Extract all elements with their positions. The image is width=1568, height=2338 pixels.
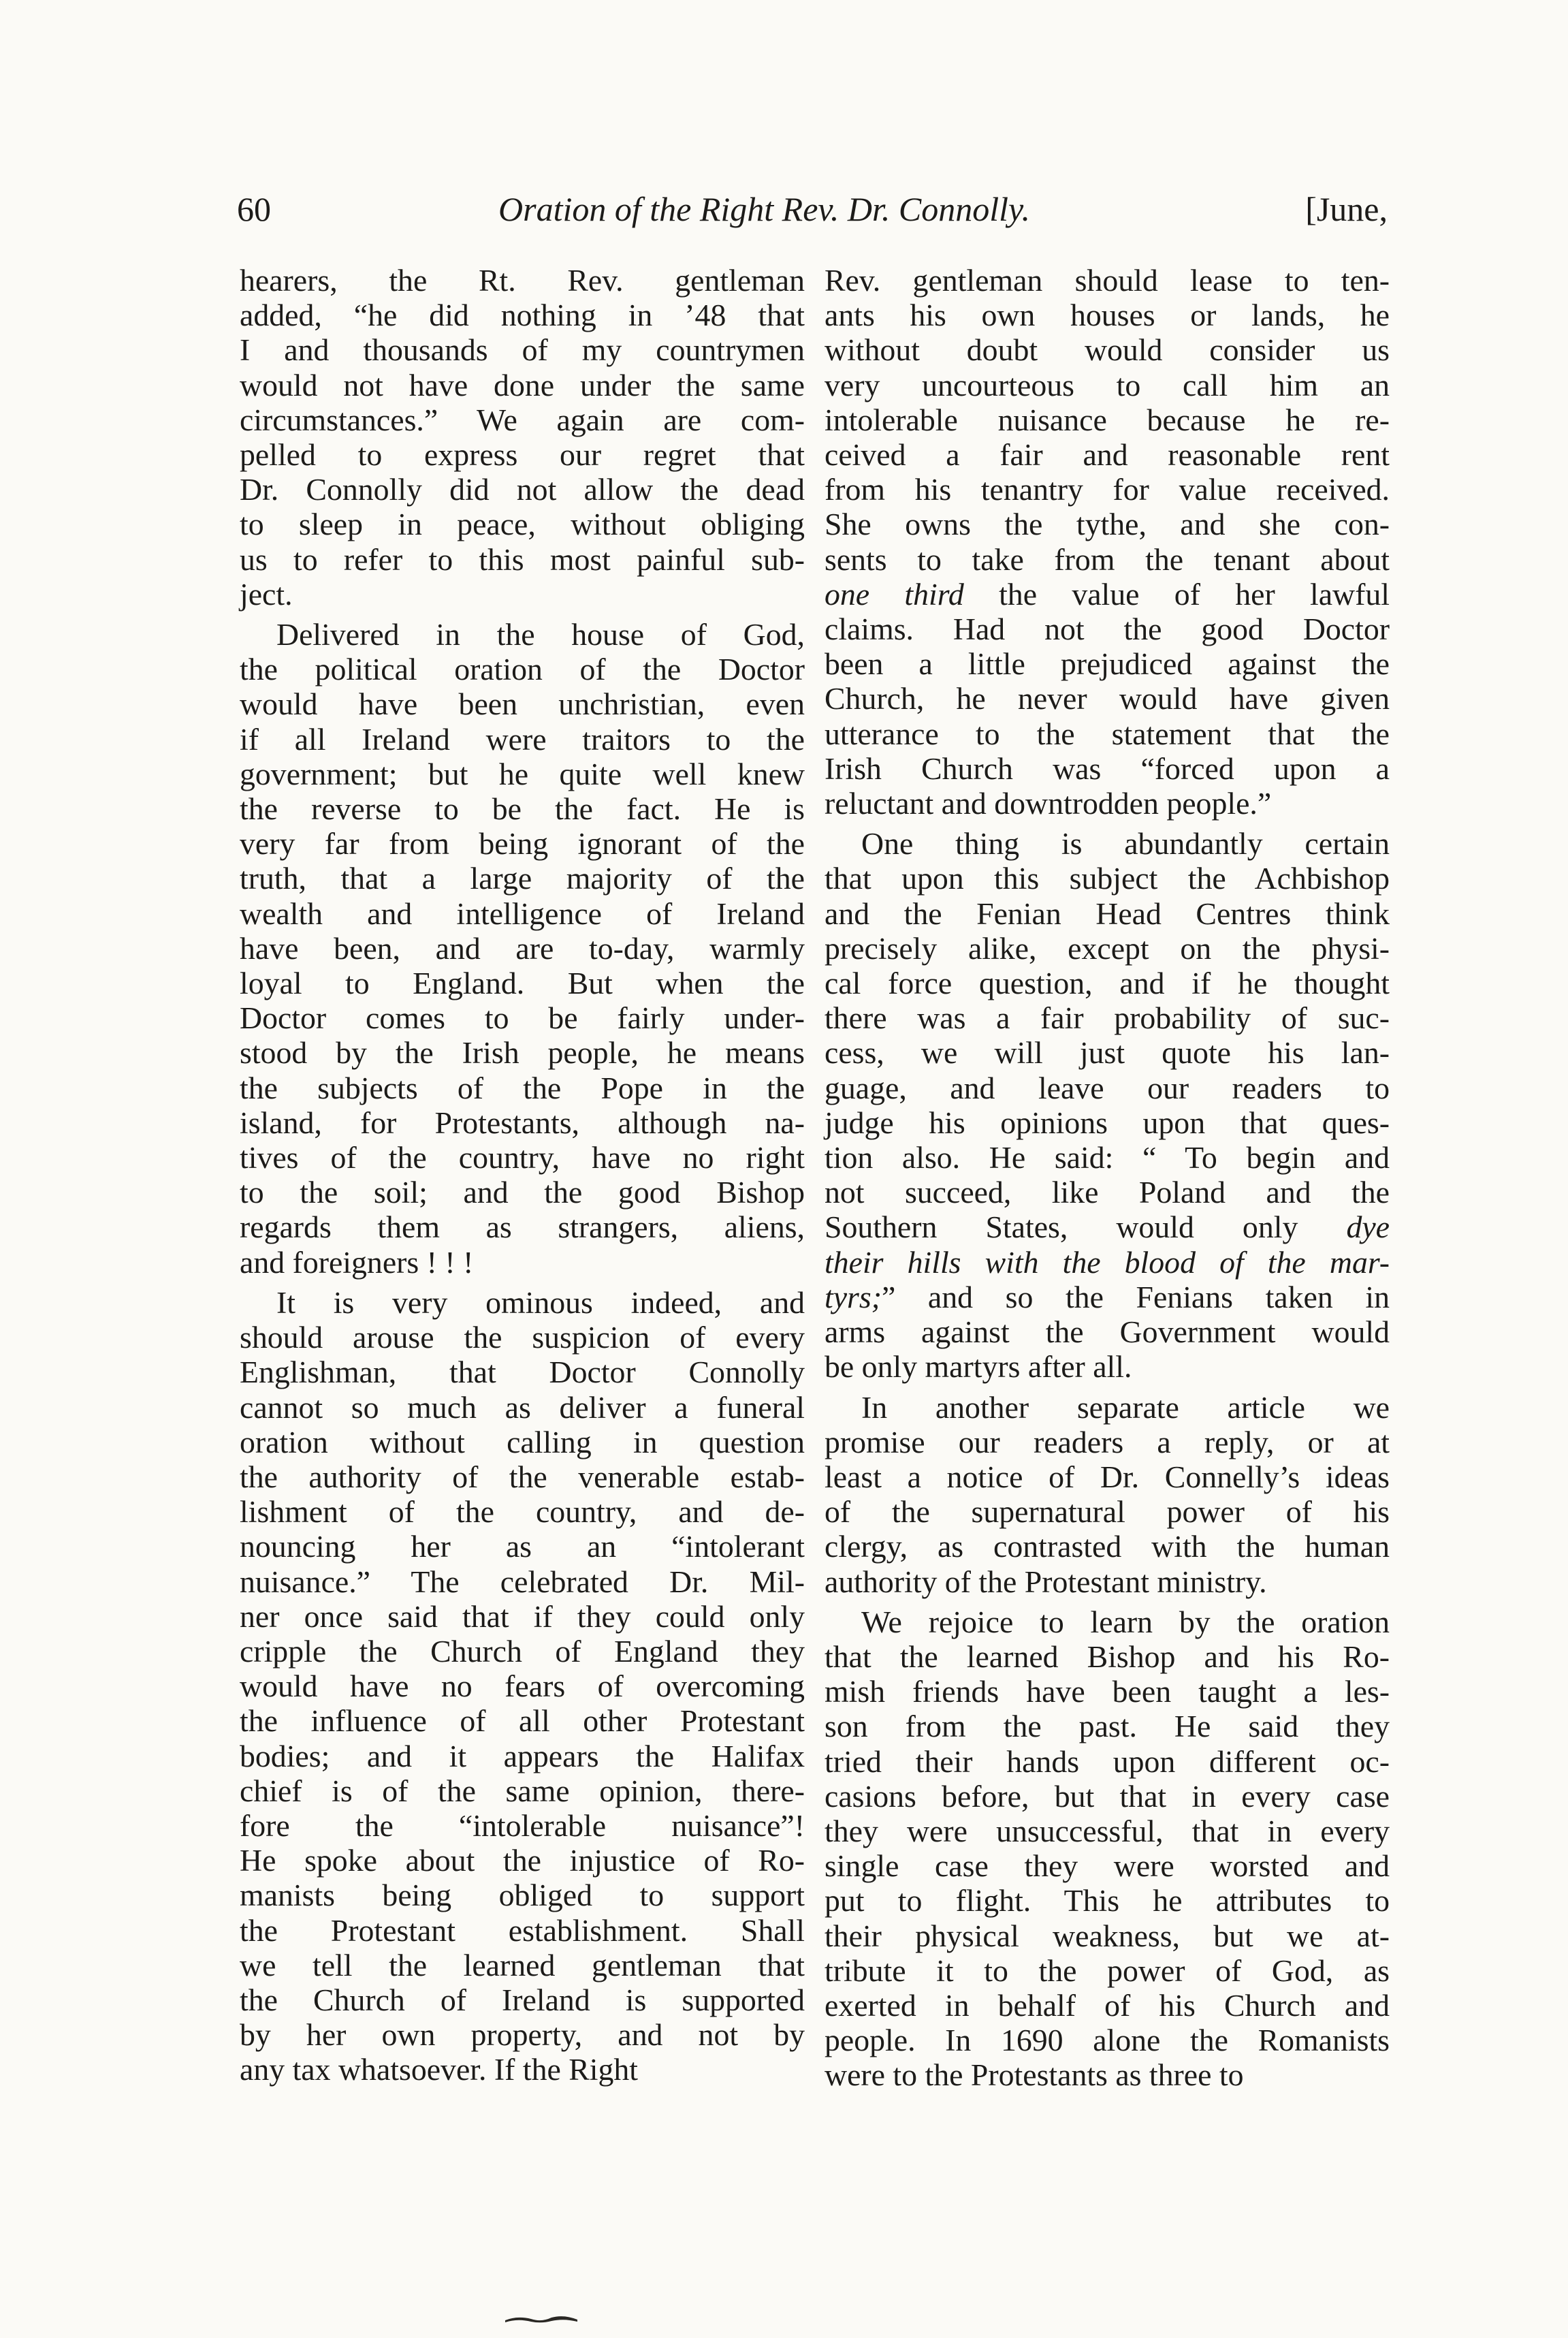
text-line: cal force question, and if he thought xyxy=(825,966,1390,1001)
text-line: be only martyrs after all. xyxy=(825,1349,1132,1385)
text-line: would not have done under the same xyxy=(240,367,805,402)
text-line: Irish Church was “forced upon a xyxy=(825,751,1390,786)
text-line: exerted in behalf of his Church and xyxy=(825,1987,1390,2023)
text-line: the Protestant establishment. Shall xyxy=(240,1912,805,1948)
text-line: Dr. Connolly did not allow the dead xyxy=(240,472,805,507)
text-line: people. In 1690 alone the Romanists xyxy=(825,2023,1390,2058)
page-number: 60 xyxy=(237,190,271,228)
text-line: their hills with the blood of the mar- xyxy=(825,1244,1390,1280)
text-line: Englishman, that Doctor Connolly xyxy=(240,1355,805,1390)
text-line: truth, that a large majority of the xyxy=(240,861,805,896)
text-line: chief is of the same opinion, there- xyxy=(240,1773,805,1808)
text-line: ner once said that if they could only xyxy=(240,1598,805,1634)
text-line: without doubt would consider us xyxy=(825,332,1390,368)
text-line: clergy, as contrasted with the human xyxy=(825,1529,1390,1564)
text-line: the authority of the venerable estab- xyxy=(240,1459,805,1494)
text-line: She owns the tythe, and she con- xyxy=(825,507,1390,542)
text-line: nouncing her as an “intolerant xyxy=(240,1529,805,1564)
text-line: fore the “intolerable nuisance”! xyxy=(240,1807,805,1843)
text-line: pelled to express our regret that xyxy=(240,437,805,473)
text-line: casions before, but that in every case xyxy=(825,1778,1390,1814)
text-line: added, “he did nothing in ’48 that xyxy=(240,298,805,333)
text-line: that upon this subject the Achbishop xyxy=(825,861,1390,896)
text-line: tried their hands upon different oc- xyxy=(825,1743,1390,1779)
text-line: lishment of the country, and de- xyxy=(240,1494,805,1530)
text-line: arms against the Government would xyxy=(825,1314,1390,1350)
text-line: very uncourteous to call him an xyxy=(825,367,1390,402)
text-line: manists being obliged to support xyxy=(240,1878,805,1913)
text-line: claims. Had not the good Doctor xyxy=(825,612,1390,647)
text-line: least a notice of Dr. Connelly’s ideas xyxy=(825,1459,1390,1494)
text-line: stood by the Irish people, he means xyxy=(240,1035,805,1071)
text-line: island, for Protestants, although na- xyxy=(240,1105,805,1140)
text-line: cannot so much as deliver a funeral xyxy=(240,1389,805,1425)
text-line: been a little prejudiced against the xyxy=(825,646,1390,682)
text-line: authority of the Protestant ministry. xyxy=(825,1564,1267,1599)
running-header xyxy=(231,178,1388,240)
text-line: I and thousands of my countrymen xyxy=(240,332,805,368)
text-line: ject. xyxy=(240,576,293,612)
left-paragraph xyxy=(240,263,805,612)
text-line: that the learned Bishop and his Ro- xyxy=(825,1639,1390,1674)
text-line: Church, he never would have given xyxy=(825,681,1390,716)
left-paragraph xyxy=(240,617,805,1280)
text-line: they were unsuccessful, that in every xyxy=(825,1813,1390,1848)
text-line: the influence of all other Protestant xyxy=(240,1703,805,1739)
text-line: the reverse to be the fact. He is xyxy=(240,791,805,827)
text-line: ants his own houses or lands, he xyxy=(825,298,1390,333)
text-line: there was a fair probability of suc- xyxy=(825,1000,1390,1036)
text-line: mish friends have been taught a les- xyxy=(825,1674,1390,1709)
text-line: were to the Protestants as three to xyxy=(825,2057,1244,2093)
text-line: to sleep in peace, without obliging xyxy=(240,507,805,542)
left-column xyxy=(240,263,805,2087)
text-line: Southern States, would only dye xyxy=(825,1210,1390,1245)
text-line: He spoke about the injustice of Ro- xyxy=(240,1843,805,1878)
text-line: ceived a fair and reasonable rent xyxy=(825,437,1390,473)
text-line: hearers, the Rt. Rev. gentleman xyxy=(240,263,805,298)
text-line: by her own property, and not by xyxy=(240,2017,805,2053)
text-line: very far from being ignorant of the xyxy=(240,826,805,862)
text-line: regards them as strangers, aliens, xyxy=(240,1210,805,1245)
text-line: son from the past. He said they xyxy=(825,1709,1390,1744)
text-line: tion also. He said: “ To begin and xyxy=(825,1140,1390,1175)
text-line: cess, we will just quote his lan- xyxy=(825,1035,1390,1071)
text-line: and the Fenian Head Centres think xyxy=(825,896,1390,931)
text-line: if all Ireland were traitors to the xyxy=(240,721,805,757)
text-line: we tell the learned gentleman that xyxy=(240,1947,805,1982)
text-line: cripple the Church of England they xyxy=(240,1633,805,1669)
text-line: any tax whatsoever. If the Right xyxy=(240,2052,639,2087)
right-paragraph xyxy=(825,263,1390,821)
right-paragraph xyxy=(825,1605,1390,2093)
text-line: tribute it to the power of God, as xyxy=(825,1953,1390,1988)
text-line: one third the value of her lawful xyxy=(825,576,1390,612)
text-line: oration without calling in question xyxy=(240,1424,805,1459)
text-line: to the soil; and the good Bishop xyxy=(240,1175,805,1210)
text-line: single case they were worsted and xyxy=(825,1848,1390,1884)
text-line: promise our readers a reply, or at xyxy=(825,1424,1390,1459)
text-line: the political oration of the Doctor xyxy=(240,652,805,687)
text-line: government; but he quite well knew xyxy=(240,756,805,791)
text-line: would have been unchristian, even xyxy=(240,686,805,722)
text-line: precisely alike, except on the physi- xyxy=(825,930,1390,966)
text-line: judge his opinions upon that ques- xyxy=(825,1105,1390,1140)
text-line: should arouse the suspicion of every xyxy=(240,1320,805,1355)
text-line: intolerable nuisance because he re- xyxy=(825,402,1390,437)
text-line: guage, and leave our readers to xyxy=(825,1070,1390,1105)
text-line: Rev. gentleman should lease to ten- xyxy=(825,263,1390,298)
text-line: would have no fears of overcoming xyxy=(240,1669,805,1704)
text-line: us to refer to this most painful sub- xyxy=(240,541,805,577)
issue-month: [June, xyxy=(1305,190,1388,228)
text-line: It is very ominous indeed, and xyxy=(276,1284,805,1320)
text-line: nuisance.” The celebrated Dr. Mil- xyxy=(240,1564,805,1599)
right-paragraph xyxy=(825,1390,1390,1599)
text-line: circumstances.” We again are com- xyxy=(240,402,805,437)
text-line: One thing is abundantly certain xyxy=(861,826,1390,862)
text-line: wealth and intelligence of Ireland xyxy=(240,896,805,931)
text-line: loyal to England. But when the xyxy=(240,966,805,1001)
text-line: not succeed, like Poland and the xyxy=(825,1175,1390,1210)
text-line: reluctant and downtrodden people.” xyxy=(825,786,1272,821)
text-line: Delivered in the house of God, xyxy=(276,617,805,652)
running-title: Oration of the Right Rev. Dr. Connolly. xyxy=(498,190,1030,228)
right-column xyxy=(825,263,1390,2093)
text-line: the subjects of the Pope in the xyxy=(240,1070,805,1105)
right-paragraph xyxy=(825,826,1390,1384)
text-line: utterance to the statement that the xyxy=(825,716,1390,751)
text-line: In another separate article we xyxy=(861,1389,1390,1425)
text-line: bodies; and it appears the Halifax xyxy=(240,1738,805,1773)
text-line: sents to take from the tenant about xyxy=(825,541,1390,577)
text-line: put to flight. This he attributes to xyxy=(825,1883,1390,1918)
text-line: have been, and are to-day, warmly xyxy=(240,930,805,966)
left-paragraph xyxy=(240,1285,805,2087)
text-line: the Church of Ireland is supported xyxy=(240,1982,805,2017)
text-line: We rejoice to learn by the oration xyxy=(861,1604,1390,1639)
text-line: tives of the country, have no right xyxy=(240,1140,805,1175)
tailpiece-ornament xyxy=(504,2314,579,2324)
text-line: of the supernatural power of his xyxy=(825,1494,1390,1530)
text-line: Doctor comes to be fairly under- xyxy=(240,1000,805,1036)
text-line: and foreigners ! ! ! xyxy=(240,1244,474,1280)
text-line: from his tenantry for value received. xyxy=(825,472,1390,507)
text-line: tyrs;” and so the Fenians taken in xyxy=(825,1279,1390,1314)
text-line: their physical weakness, but we at- xyxy=(825,1918,1390,1953)
